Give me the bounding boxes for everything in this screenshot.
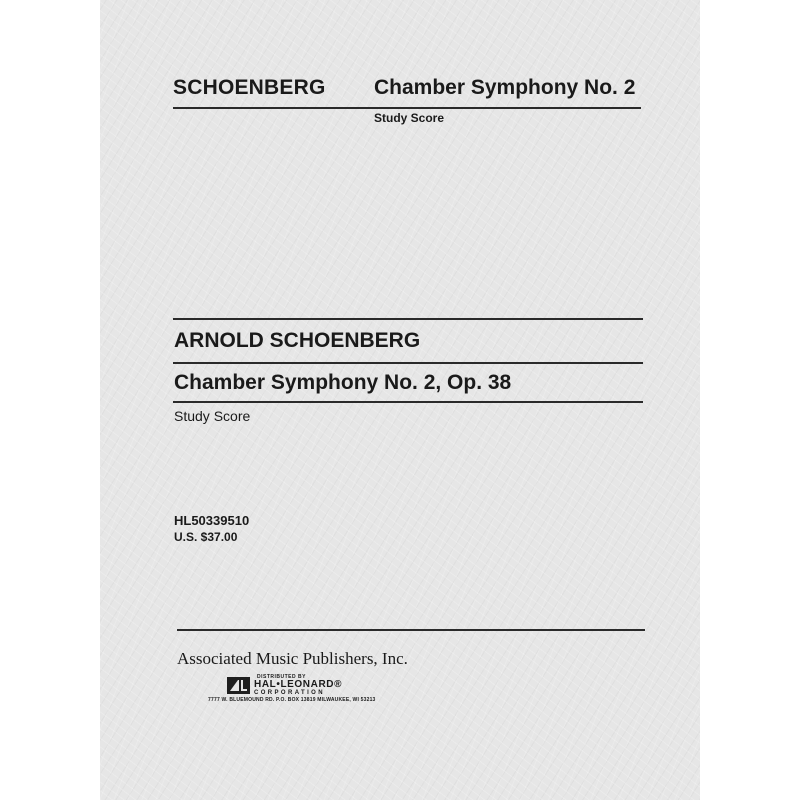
distributor-name: HAL•LEONARD® [254, 679, 343, 690]
main-title: Chamber Symphony No. 2, Op. 38 [174, 371, 512, 394]
main-composer: ARNOLD SCHOENBERG [174, 329, 421, 352]
header-rule [173, 107, 641, 109]
price: U.S. $37.00 [174, 530, 238, 544]
footer-rule [177, 629, 645, 631]
catalog-number: HL50339510 [174, 513, 250, 528]
score-cover [100, 0, 700, 800]
main-subtitle: Study Score [174, 408, 251, 424]
header-title: Chamber Symphony No. 2 [374, 76, 636, 99]
header-subtitle: Study Score [374, 111, 445, 125]
main-rule-middle [173, 362, 643, 364]
main-rule-bottom [173, 401, 643, 403]
main-rule-top [173, 318, 643, 320]
publisher-name: Associated Music Publishers, Inc. [177, 649, 408, 668]
distributor-corp: CORPORATION [254, 690, 325, 696]
hal-leonard-logo-icon [227, 677, 250, 694]
distributed-by: DISTRIBUTED BY [257, 674, 306, 680]
header-composer: SCHOENBERG [173, 76, 326, 99]
distributor-address: 7777 W. BLUEMOUND RD. P.O. BOX 13819 MILWAUKEE, WI 53213 [208, 697, 376, 703]
